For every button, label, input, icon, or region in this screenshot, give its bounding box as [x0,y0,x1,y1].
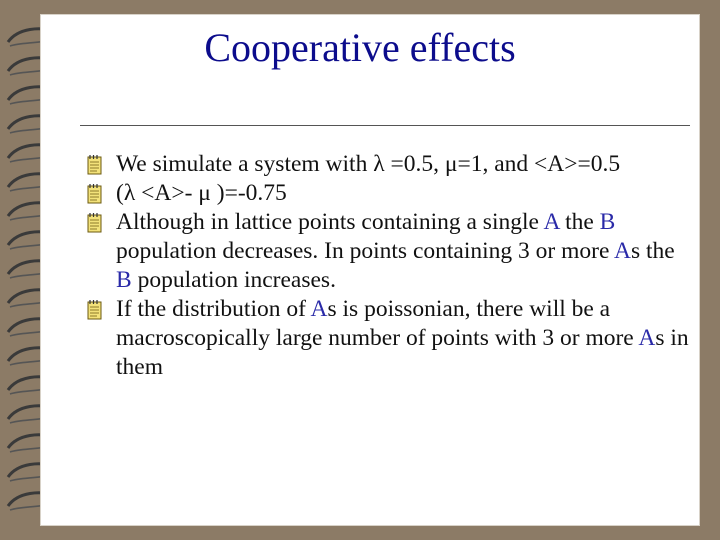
bullet-text: s in them [116,325,689,380]
notepad-icon [86,154,104,176]
bullet-text: s is poissonian, there will be a macroscopically large number of points with 3 or more [116,296,639,351]
bullet-text: Although in lattice points containing a single [116,209,544,235]
symbol-A: A [638,325,656,351]
bullet-item-2 [86,179,690,208]
bullet-text: population decreases. In points containing 3 or more [116,238,614,264]
bullet-text: s the [630,238,675,264]
bullet-list [86,150,690,382]
bullet-item-3 [86,208,690,295]
symbol-A: A [543,209,560,235]
notepad-icon [86,183,104,205]
symbol-B: B [599,209,616,235]
bullet-text: (λ <A>- μ )=-0.75 [116,180,287,206]
slide-title: Cooperative effects [204,25,516,70]
bullet-item-1 [86,150,690,179]
title-divider [80,125,690,126]
bullet-text: We simulate a system with λ =0.5, μ=1, and <A>=0.5 [116,151,621,177]
symbol-B: B [116,267,132,293]
bullet-text: the [559,209,600,235]
notepad-icon [86,212,104,234]
bullet-item-4 [86,295,690,382]
bullet-text: If the distribution of [116,296,311,322]
notepad-icon [86,299,104,321]
bullet-text: population increases. [131,267,336,293]
symbol-A: A [310,296,328,322]
symbol-A: A [613,238,631,264]
